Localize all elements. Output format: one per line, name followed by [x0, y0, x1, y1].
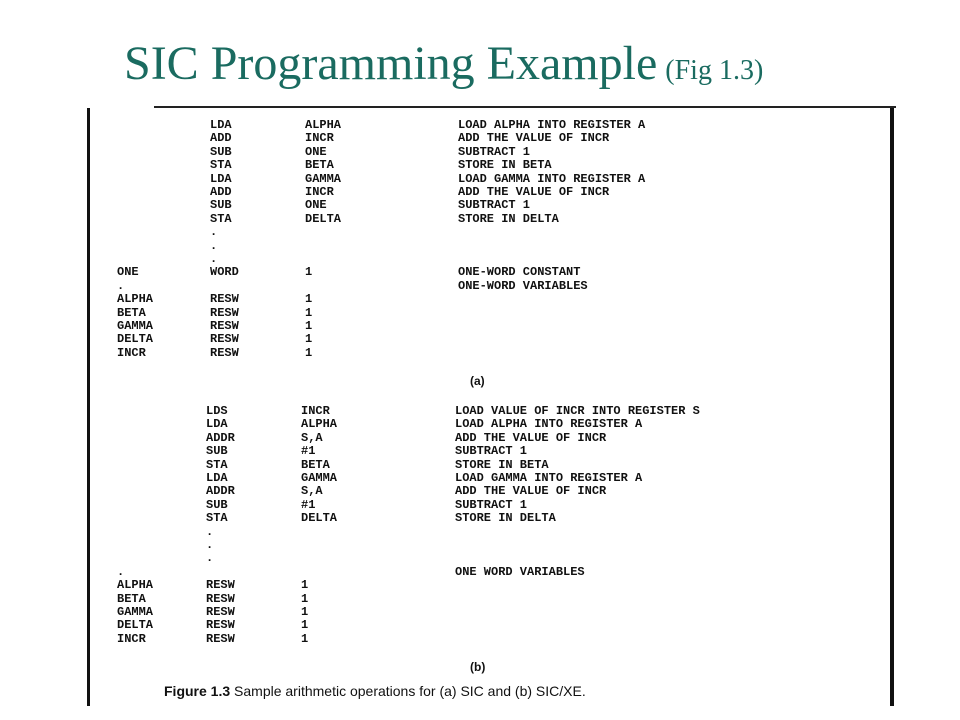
code-op: LDA [210, 171, 232, 186]
code-op: RESW [206, 618, 235, 633]
code-comment: SUBTRACT 1 [455, 444, 528, 459]
code-label: ONE [117, 265, 139, 280]
code-label: GAMMA [117, 319, 154, 333]
code-comment: LOAD GAMMA INTO REGISTER A [458, 171, 646, 186]
code-operand: ONE [305, 198, 327, 213]
scan-top-border [154, 106, 896, 108]
code-operand: ALPHA [301, 417, 338, 432]
code-operand: GAMMA [301, 471, 338, 485]
code-op: WORD [210, 265, 239, 280]
code-operand: ONE [305, 144, 327, 159]
code-operand: #1 [301, 444, 316, 459]
code-label: GAMMA [117, 605, 154, 619]
code-op: RESW [206, 631, 235, 646]
code-label: BETA [117, 305, 146, 320]
code-op: . [206, 538, 214, 552]
code-comment: STORE IN DELTA [458, 211, 559, 226]
code-op: RESW [210, 332, 239, 347]
code-op: LDA [206, 471, 228, 485]
code-comment: ADD THE VALUE OF INCR [458, 185, 610, 199]
code-comment: SUBTRACT 1 [458, 198, 531, 213]
code-op: SUB [210, 144, 232, 159]
code-operand: INCR [301, 404, 330, 418]
code-comment: ONE-WORD CONSTANT [458, 265, 581, 280]
code-op: . [206, 524, 214, 539]
code-comment: STORE IN DELTA [455, 511, 556, 526]
code-comment: LOAD ALPHA INTO REGISTER A [455, 417, 643, 432]
code-comment: ONE-WORD VARIABLES [458, 278, 588, 293]
caption-a: (a) [470, 374, 485, 388]
code-op: LDA [210, 118, 232, 132]
code-operand: 1 [305, 332, 313, 347]
caption-b: (b) [470, 660, 486, 674]
code-op: ADD [210, 185, 232, 199]
code-operand: 1 [301, 631, 309, 646]
code-op: LDS [206, 404, 228, 418]
code-op: STA [210, 211, 232, 226]
code-operand: S,A [301, 484, 323, 499]
code-label: ALPHA [117, 578, 154, 593]
code-operand: INCR [305, 185, 334, 199]
code-op: ADDR [206, 430, 235, 445]
code-operand: GAMMA [305, 171, 342, 186]
code-comment: ADD THE VALUE OF INCR [455, 430, 607, 445]
scan-right-border [890, 108, 894, 706]
code-operand: 1 [301, 605, 309, 619]
code-operand: 1 [301, 578, 309, 593]
scan-left-border [87, 108, 90, 706]
code-op: . [206, 551, 214, 566]
code-operand: DELTA [305, 211, 342, 226]
code-comment: ADD THE VALUE OF INCR [458, 131, 610, 146]
figure-number: Figure 1.3 [164, 683, 231, 699]
figure-caption-text: Sample arithmetic operations for (a) SIC and (b) SIC/XE. [234, 683, 586, 699]
code-comment: ONE WORD VARIABLES [455, 564, 585, 579]
code-op: RESW [210, 305, 239, 320]
code-op: . [210, 252, 218, 266]
code-label: DELTA [117, 618, 154, 633]
code-operand: BETA [305, 158, 334, 173]
code-comment: SUBTRACT 1 [455, 497, 528, 512]
code-op: SUB [206, 444, 228, 459]
code-op: LDA [206, 417, 228, 432]
code-op: RESW [210, 345, 239, 360]
code-operand: 1 [305, 265, 313, 280]
code-op: ADD [210, 131, 232, 146]
code-comment: ADD THE VALUE OF INCR [455, 484, 607, 499]
code-op: . [210, 225, 218, 240]
code-label: INCR [117, 631, 146, 646]
code-op: RESW [206, 605, 235, 619]
code-operand: 1 [305, 345, 313, 360]
code-operand: 1 [301, 591, 309, 606]
code-op: . [210, 238, 218, 253]
slide-title [124, 36, 763, 91]
code-operand: 1 [305, 292, 313, 307]
code-label: ALPHA [117, 292, 154, 307]
code-operand: 1 [301, 618, 309, 633]
code-op: STA [206, 511, 228, 526]
code-op: RESW [206, 578, 235, 593]
code-comment: STORE IN BETA [455, 457, 549, 472]
code-op: ADDR [206, 484, 235, 499]
code-operand: 1 [305, 319, 313, 333]
code-comment: LOAD ALPHA INTO REGISTER A [458, 118, 646, 132]
code-label: DELTA [117, 332, 154, 347]
code-operand: S,A [301, 430, 323, 445]
code-operand: BETA [301, 457, 330, 472]
code-op: RESW [210, 292, 239, 307]
code-op: STA [206, 457, 228, 472]
code-op: RESW [206, 591, 235, 606]
code-comment: STORE IN BETA [458, 158, 552, 173]
figure-caption [164, 683, 586, 699]
code-comment: LOAD VALUE OF INCR INTO REGISTER S [455, 404, 700, 418]
code-comment: SUBTRACT 1 [458, 144, 531, 159]
code-label: INCR [117, 345, 146, 360]
code-label: . [117, 564, 125, 579]
code-operand: DELTA [301, 511, 338, 526]
code-operand: ALPHA [305, 118, 342, 132]
code-operand: INCR [305, 131, 334, 146]
code-label: . [117, 278, 125, 293]
code-op: SUB [210, 198, 232, 213]
code-operand: #1 [301, 497, 316, 512]
code-op: SUB [206, 497, 228, 512]
code-operand: 1 [305, 305, 313, 320]
code-comment: LOAD GAMMA INTO REGISTER A [455, 471, 643, 485]
code-op: RESW [210, 319, 239, 333]
code-label: BETA [117, 591, 146, 606]
code-op: STA [210, 158, 232, 173]
slide-title-subtitle: (Fig 1.3) [665, 55, 764, 86]
slide-title-main: SIC Programming Example [124, 37, 658, 90]
